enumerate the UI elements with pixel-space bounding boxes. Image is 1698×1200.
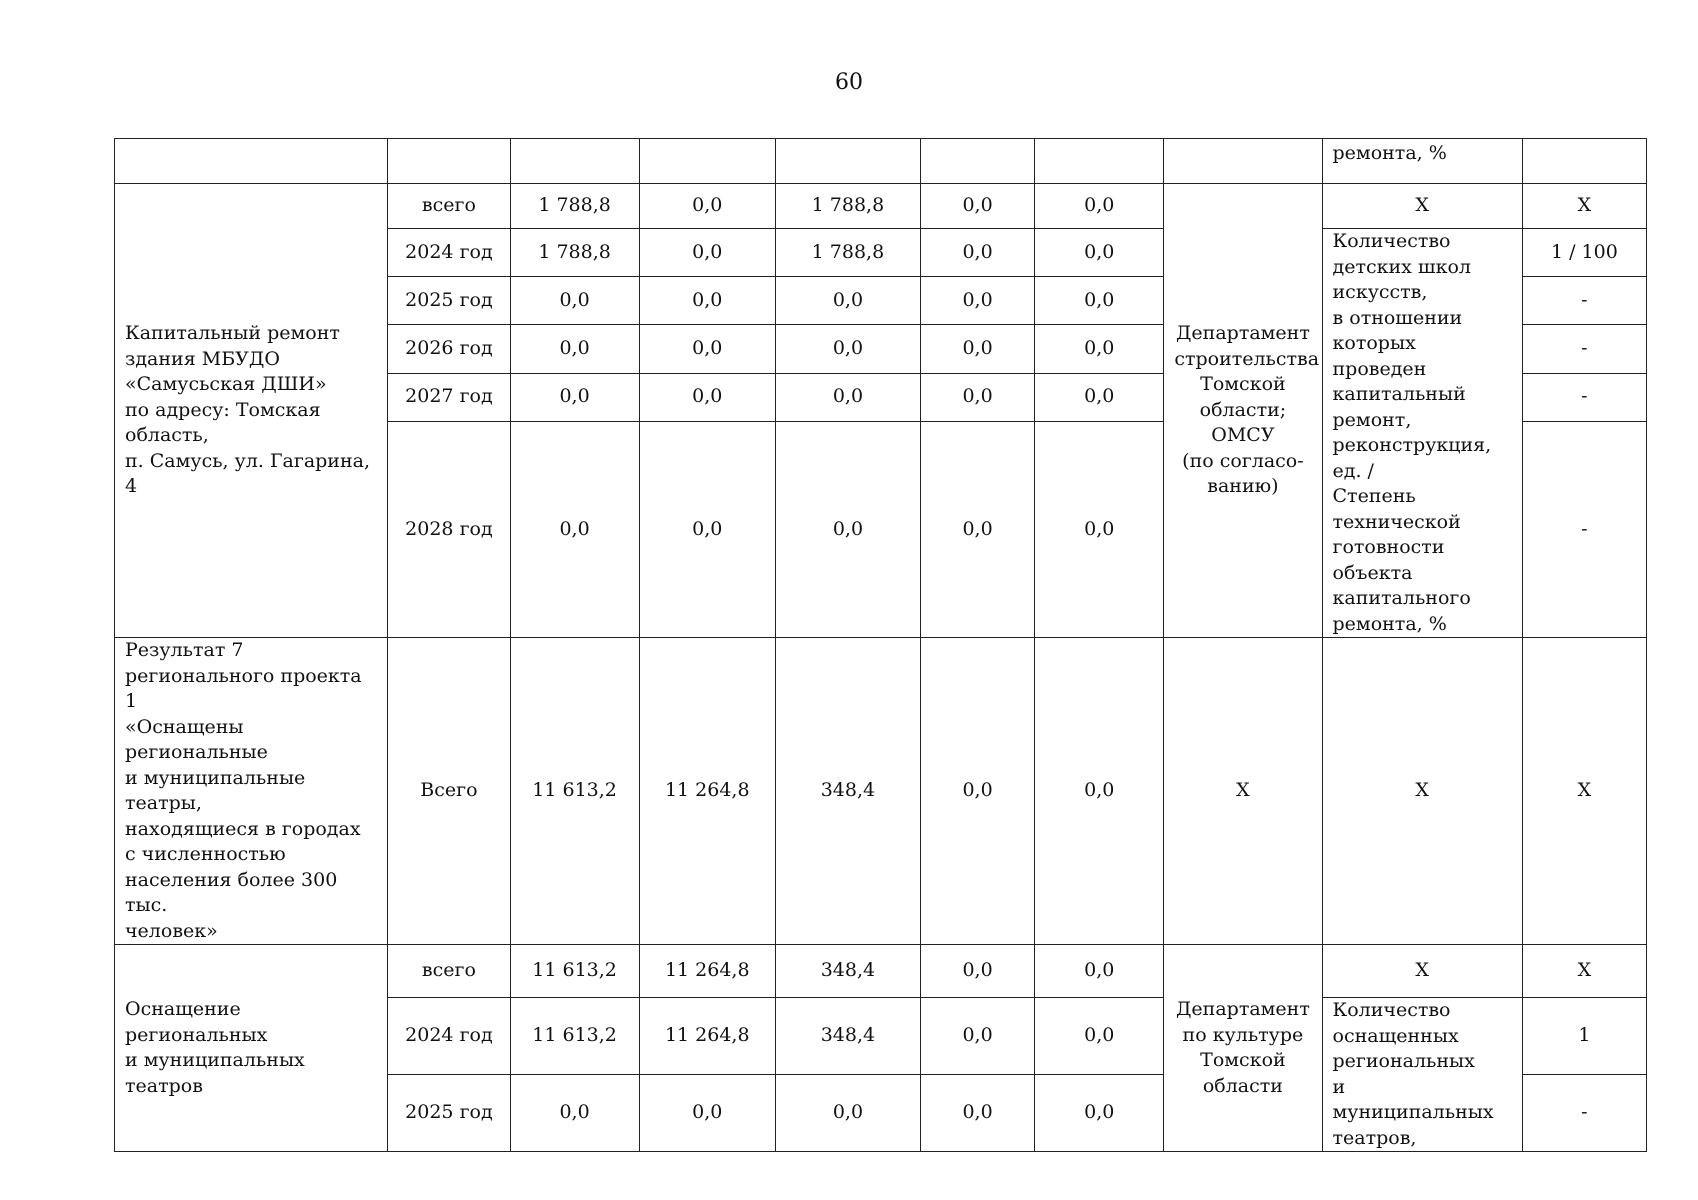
continuation-indicator-cell: ремонта, % [1322,139,1522,184]
amount-cell: 348,4 [775,998,920,1075]
period-cell: 2026 год [388,325,510,373]
indicator-cell: X [1322,184,1522,229]
amount-cell: 0,0 [639,421,775,637]
amount-cell: 1 788,8 [510,184,639,229]
amount-cell: 0,0 [639,373,775,421]
amount-cell: 0,0 [510,1075,639,1152]
amount-cell: 0,0 [1035,1075,1164,1152]
amount-cell: 11 613,2 [510,998,639,1075]
amount-cell: 0,0 [1035,277,1164,325]
table-row [115,945,1647,998]
amount-cell: 0,0 [1035,998,1164,1075]
indicator-value-cell: X [1522,184,1646,229]
executor-cell: X [1164,638,1322,945]
period-cell: 2024 год [388,998,510,1075]
period-cell: всего [388,184,510,229]
amount-cell: 11 264,8 [639,945,775,998]
amount-cell: 1 788,8 [510,229,639,277]
indicator-value-cell: - [1522,277,1646,325]
amount-cell: 0,0 [921,421,1035,637]
continuation-row [115,139,1647,184]
amount-cell: 0,0 [775,325,920,373]
amount-cell: 0,0 [921,325,1035,373]
executor-cell: Департамент строительства Томской области; ОМСУ (по согласо- ванию) [1164,184,1322,638]
amount-cell: 0,0 [1035,184,1164,229]
indicator-value-cell: - [1522,325,1646,373]
table-row [115,638,1647,945]
indicator-cell: X [1322,638,1522,945]
amount-cell: 0,0 [510,421,639,637]
amount-cell: 0,0 [1035,373,1164,421]
amount-cell: 0,0 [921,184,1035,229]
amount-cell: 0,0 [639,184,775,229]
table-row [115,184,1647,229]
indicator-value-cell: - [1522,421,1646,637]
amount-cell: 0,0 [921,1075,1035,1152]
amount-cell: 0,0 [639,325,775,373]
amount-cell: 0,0 [921,277,1035,325]
activity-name-cell: Оснащение региональных и муниципальных театров [115,945,388,1152]
amount-cell: 0,0 [775,421,920,637]
amount-cell: 0,0 [1035,638,1164,945]
amount-cell: 0,0 [1035,229,1164,277]
indicator-cell: Количество детских школ искусств, в отношении которых проведен капитальный ремонт, реконструкция, ед. / Степень технической готовности объекта капитального ремонта, % [1322,229,1522,638]
indicator-value-cell: - [1522,373,1646,421]
amount-cell: 0,0 [510,373,639,421]
amount-cell: 0,0 [921,638,1035,945]
amount-cell: 0,0 [1035,421,1164,637]
page-number: 60 [835,70,863,95]
amount-cell: 0,0 [921,373,1035,421]
indicator-cell: Количество оснащенных региональных и муниципальных театров, [1322,998,1522,1152]
period-cell: всего [388,945,510,998]
indicator-value-cell: 1 [1522,998,1646,1075]
indicator-cell: X [1322,945,1522,998]
amount-cell: 0,0 [775,1075,920,1152]
indicator-value-cell: X [1522,638,1646,945]
indicator-value-cell: - [1522,1075,1646,1152]
budget-table [114,138,1647,1152]
period-cell: Всего [388,638,510,945]
period-cell: 2024 год [388,229,510,277]
result-name-cell: Результат 7 регионального проекта 1 «Оснащены региональные и муниципальные театры, находящиеся в городах с численностью населения более 300 тыс. человек» [115,638,388,945]
indicator-value-cell: X [1522,945,1646,998]
amount-cell: 0,0 [639,229,775,277]
amount-cell: 0,0 [921,998,1035,1075]
amount-cell: 348,4 [775,638,920,945]
amount-cell: 11 264,8 [639,638,775,945]
amount-cell: 0,0 [775,277,920,325]
amount-cell: 0,0 [921,945,1035,998]
amount-cell: 11 264,8 [639,998,775,1075]
period-cell: 2028 год [388,421,510,637]
amount-cell: 0,0 [639,277,775,325]
period-cell: 2027 год [388,373,510,421]
amount-cell: 0,0 [775,373,920,421]
activity-name-cell: Капитальный ремонт здания МБУДО «Самусьская ДШИ» по адресу: Томская область, п. Самусь, ул. Гагарина, 4 [115,184,388,638]
period-cell: 2025 год [388,277,510,325]
amount-cell: 0,0 [510,325,639,373]
indicator-value-cell: 1 / 100 [1522,229,1646,277]
executor-cell: Департамент по культуре Томской области [1164,945,1322,1152]
amount-cell: 11 613,2 [510,945,639,998]
amount-cell: 1 788,8 [775,229,920,277]
amount-cell: 0,0 [921,229,1035,277]
amount-cell: 0,0 [1035,945,1164,998]
amount-cell: 0,0 [639,1075,775,1152]
amount-cell: 348,4 [775,945,920,998]
period-cell: 2025 год [388,1075,510,1152]
amount-cell: 11 613,2 [510,638,639,945]
amount-cell: 1 788,8 [775,184,920,229]
amount-cell: 0,0 [1035,325,1164,373]
amount-cell: 0,0 [510,277,639,325]
